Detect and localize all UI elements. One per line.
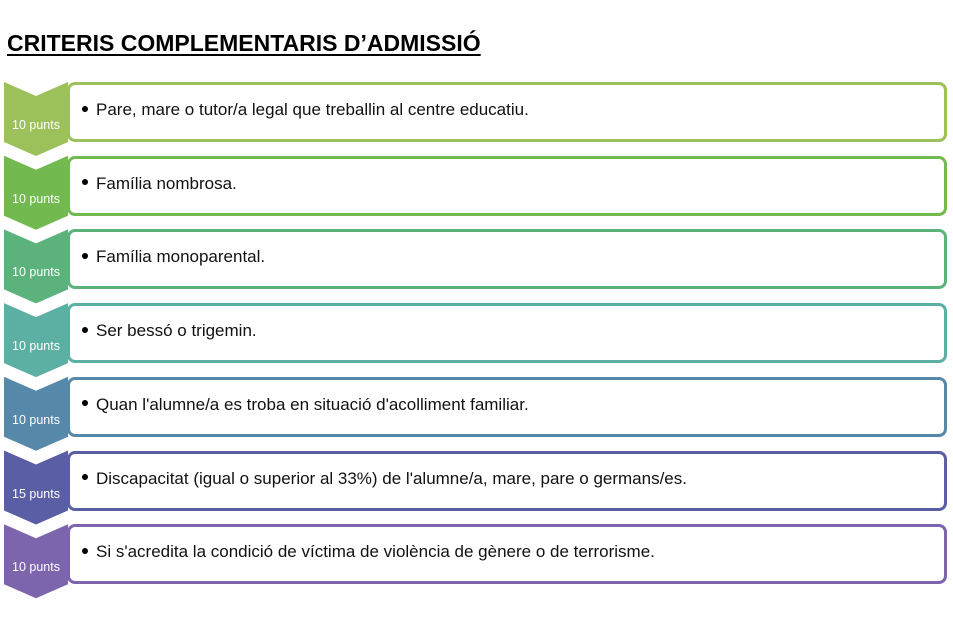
bullet-icon: [82, 474, 88, 480]
bullet-icon: [82, 327, 88, 333]
bullet-icon: [82, 400, 88, 406]
bullet-icon: [82, 548, 88, 554]
criteria-card: [67, 229, 947, 289]
criteria-card: [67, 377, 947, 437]
criteria-card: [67, 524, 947, 584]
criteria-text: Família nombrosa.: [96, 173, 237, 193]
criteria-item: [82, 174, 237, 194]
points-label: 10 punts: [12, 339, 60, 354]
page-title: CRITERIS COMPLEMENTARIS D’ADMISSIÓ: [7, 30, 481, 56]
criteria-card: [67, 303, 947, 363]
points-label: 15 punts: [12, 486, 60, 501]
criteria-step: [0, 524, 953, 598]
criteria-text: Pare, mare o tutor/a legal que treballin al centre educatiu.: [96, 100, 529, 119]
criteria-step: [0, 229, 953, 303]
points-label: 10 punts: [12, 118, 60, 132]
criteria-item: [82, 321, 257, 341]
criteria-text: Discapacitat (igual o superior al 33%) de l'alumne/a, mare, pare o germans/es.: [96, 468, 687, 488]
criteria-item: [82, 247, 265, 267]
criteria-card: [67, 82, 947, 142]
criteria-item: [82, 395, 529, 415]
criteria-step: [0, 82, 953, 156]
criteria-item: [82, 100, 529, 120]
points-label: 10 punts: [12, 191, 60, 206]
criteria-step: [0, 451, 953, 525]
criteria-step: [0, 377, 953, 451]
criteria-text: Ser bessó o trigemin.: [96, 321, 257, 341]
points-label: 10 punts: [12, 560, 60, 575]
bullet-icon: [82, 106, 88, 112]
criteria-text: Si s'acredita la condició de víctima de violència de gènere o de terrorisme.: [96, 542, 655, 562]
criteria-item: [82, 469, 687, 489]
criteria-item: [82, 542, 655, 562]
points-label: 10 punts: [12, 412, 60, 427]
criteria-step: [0, 303, 953, 377]
criteria-text: Família monoparental.: [96, 247, 266, 267]
criteria-text: Quan l'alumne/a es troba en situació d'acolliment familiar.: [96, 394, 529, 414]
points-label: 10 punts: [12, 265, 60, 280]
criteria-card: [67, 156, 947, 216]
bullet-icon: [82, 253, 88, 259]
bullet-icon: [82, 179, 88, 185]
criteria-step: [0, 156, 953, 230]
criteria-card: [67, 451, 947, 511]
